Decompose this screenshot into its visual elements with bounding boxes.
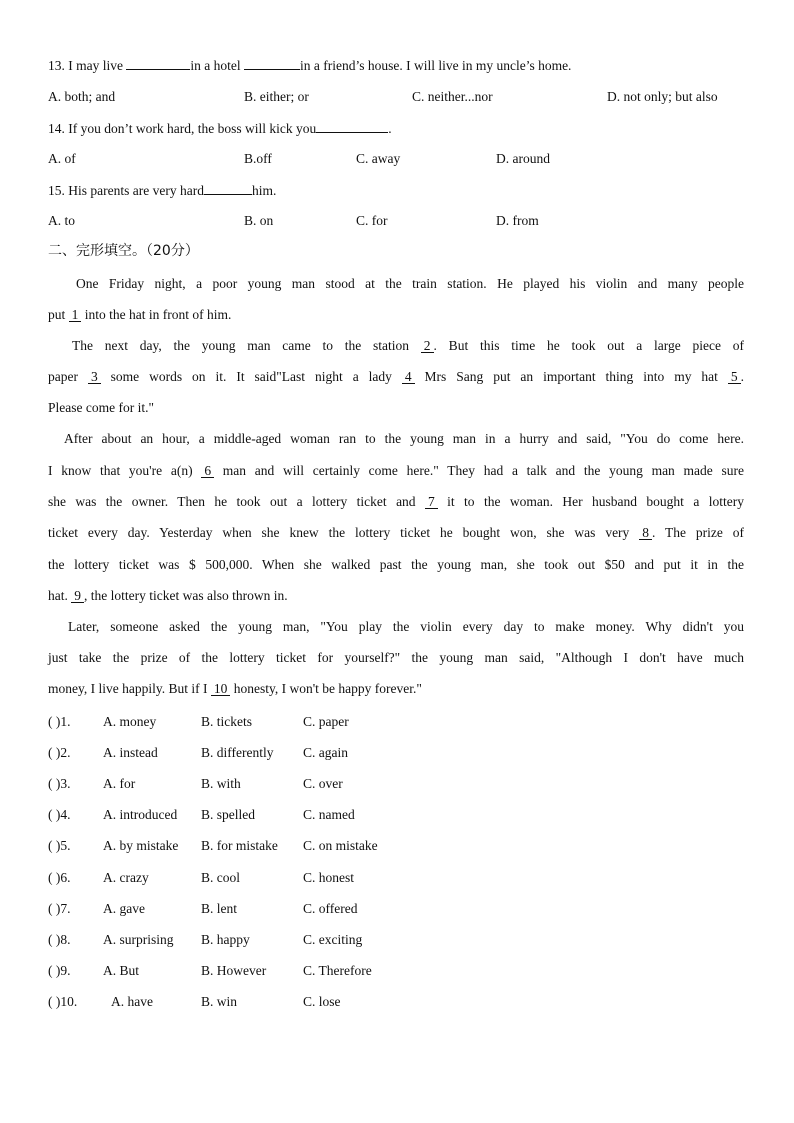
cloze-number: ( )6. <box>48 870 71 885</box>
blank-4: 4 <box>402 370 415 384</box>
cloze-number: ( )2. <box>48 745 71 760</box>
passage-line <box>48 369 744 385</box>
question-text: 15. His parents are very hard <box>48 183 204 198</box>
question-text: in a friend’s house. I will live in my uncle’s home. <box>299 58 572 73</box>
option-d: D. from <box>496 213 539 228</box>
cloze-option-a: A. instead <box>103 745 158 760</box>
passage-text: man and will certainly come here." They had a talk and the young man made sure <box>214 463 744 478</box>
cloze-number: ( )3. <box>48 776 71 791</box>
option-b: B. on <box>244 213 274 228</box>
question-text: 13. I may live <box>48 58 127 73</box>
passage-line: the lottery ticket was $ 500,000. When she walked past the young man, she took out $50 and put it in the <box>48 557 744 572</box>
cloze-option-b: B. cool <box>201 870 240 885</box>
cloze-option-c: C. on mistake <box>303 838 378 853</box>
cloze-option-a: A. by mistake <box>103 838 179 853</box>
passage-text: . But this time he took out a large piece of <box>433 338 744 353</box>
question-text: . <box>388 121 392 136</box>
passage-line: Later, someone asked the young man, "You play the violin every day to make money. Why didn't you <box>68 619 744 634</box>
option-c: C. away <box>356 151 401 166</box>
cloze-option-b: B. However <box>201 963 267 978</box>
passage-line <box>48 307 231 323</box>
cloze-option-b: B. happy <box>201 932 250 947</box>
cloze-option-a: A. crazy <box>103 870 149 885</box>
passage-line <box>48 588 288 604</box>
passage-text: money, I live happily. But if I <box>48 681 211 696</box>
blank-7: 7 <box>425 495 438 509</box>
blank-10: 10 <box>211 682 231 696</box>
blank-3: 3 <box>88 370 101 384</box>
option-c: C. neither...nor <box>412 89 493 104</box>
cloze-option-a: A. gave <box>103 901 145 916</box>
cloze-option-b: B. for mistake <box>201 838 278 853</box>
passage-text: , the lottery ticket was also thrown in. <box>84 588 288 603</box>
passage-text: some words on it. It said"Last night a lady <box>100 369 402 384</box>
passage-line <box>48 681 422 697</box>
cloze-option-a: A. have <box>111 994 153 1009</box>
option-a: A. of <box>48 151 76 166</box>
passage-text: ticket every day. Yesterday when she knew the lottery ticket he bought won, she was very <box>48 525 640 540</box>
cloze-option-c: C. Therefore <box>303 963 372 978</box>
cloze-number: ( )5. <box>48 838 71 853</box>
passage-line <box>48 494 744 510</box>
cloze-number: ( )4. <box>48 807 71 822</box>
cloze-number: ( )1. <box>48 714 71 729</box>
passage-line: After about an hour, a middle-aged woman ran to the young man in a hurry and said, "You do come here. <box>64 431 744 446</box>
question-14 <box>48 120 392 137</box>
blank-5: 5 <box>728 370 741 384</box>
cloze-option-a: A. surprising <box>103 932 174 947</box>
answer-blank <box>316 120 388 133</box>
blank-2: 2 <box>421 339 434 353</box>
blank-1: 1 <box>69 308 82 322</box>
passage-text: . The prize of <box>651 525 744 540</box>
option-d: D. around <box>496 151 550 166</box>
cloze-option-c: C. exciting <box>303 932 363 947</box>
passage-text: she was the owner. Then he took out a lottery ticket and <box>48 494 425 509</box>
cloze-number: ( )7. <box>48 901 71 916</box>
cloze-option-c: C. honest <box>303 870 355 885</box>
passage-line: One Friday night, a poor young man stood at the train station. He played his violin and many people <box>76 276 744 291</box>
cloze-number: ( )10. <box>48 994 78 1009</box>
passage-line: just take the prize of the lottery ticket for yourself?" the young man said, "Although I don't have much <box>48 650 744 665</box>
option-a: A. both; and <box>48 89 116 104</box>
passage-line <box>48 463 744 479</box>
question-text: him. <box>251 183 277 198</box>
answer-blank <box>204 182 252 195</box>
option-b: B.off <box>244 151 272 166</box>
passage-text: The next day, the young man came to the station <box>72 338 421 353</box>
question-text: 14. If you don’t work hard, the boss will kick you <box>48 121 317 136</box>
cloze-option-b: B. win <box>201 994 238 1009</box>
cloze-option-c: C. again <box>303 745 348 760</box>
cloze-number: ( )9. <box>48 963 71 978</box>
cloze-option-b: B. tickets <box>201 714 252 729</box>
cloze-option-a: A. But <box>103 963 140 978</box>
cloze-option-c: C. over <box>303 776 343 791</box>
passage-text: into the hat in front of him. <box>81 307 232 322</box>
passage-text: . <box>740 369 744 384</box>
blank-9: 9 <box>71 589 84 603</box>
option-c: C. for <box>356 213 388 228</box>
passage-line: Please come for it." <box>48 400 154 415</box>
passage-text: it to the woman. Her husband bought a lottery <box>437 494 744 509</box>
passage-line <box>72 338 744 354</box>
question-text: in a hotel <box>190 58 244 73</box>
passage-text: put <box>48 307 69 322</box>
blank-6: 6 <box>201 464 214 478</box>
answer-blank <box>244 57 300 70</box>
passage-text: I know that you're a(n) <box>48 463 202 478</box>
cloze-option-b: B. with <box>201 776 241 791</box>
passage-line <box>48 525 744 541</box>
section-title: 二、完形填空。（20分） <box>48 243 199 259</box>
question-13 <box>48 57 571 74</box>
passage-text: hat. <box>48 588 72 603</box>
cloze-option-a: A. money <box>103 714 157 729</box>
cloze-option-c: C. paper <box>303 714 349 729</box>
option-b: B. either; or <box>244 89 309 104</box>
passage-text: paper <box>48 369 88 384</box>
cloze-option-b: B. differently <box>201 745 274 760</box>
cloze-number: ( )8. <box>48 932 71 947</box>
passage-text: honesty, I won't be happy forever." <box>230 681 422 696</box>
cloze-option-c: C. offered <box>303 901 358 916</box>
answer-blank <box>126 57 190 70</box>
option-a: A. to <box>48 213 75 228</box>
cloze-option-a: A. introduced <box>103 807 178 822</box>
passage-text: Mrs Sang put an important thing into my hat <box>414 369 728 384</box>
cloze-option-b: B. spelled <box>201 807 255 822</box>
question-15 <box>48 182 276 199</box>
cloze-option-c: C. lose <box>303 994 341 1009</box>
cloze-option-b: B. lent <box>201 901 237 916</box>
option-d: D. not only; but also <box>607 89 718 104</box>
cloze-option-c: C. named <box>303 807 355 822</box>
cloze-option-a: A. for <box>103 776 136 791</box>
blank-8: 8 <box>639 526 652 540</box>
